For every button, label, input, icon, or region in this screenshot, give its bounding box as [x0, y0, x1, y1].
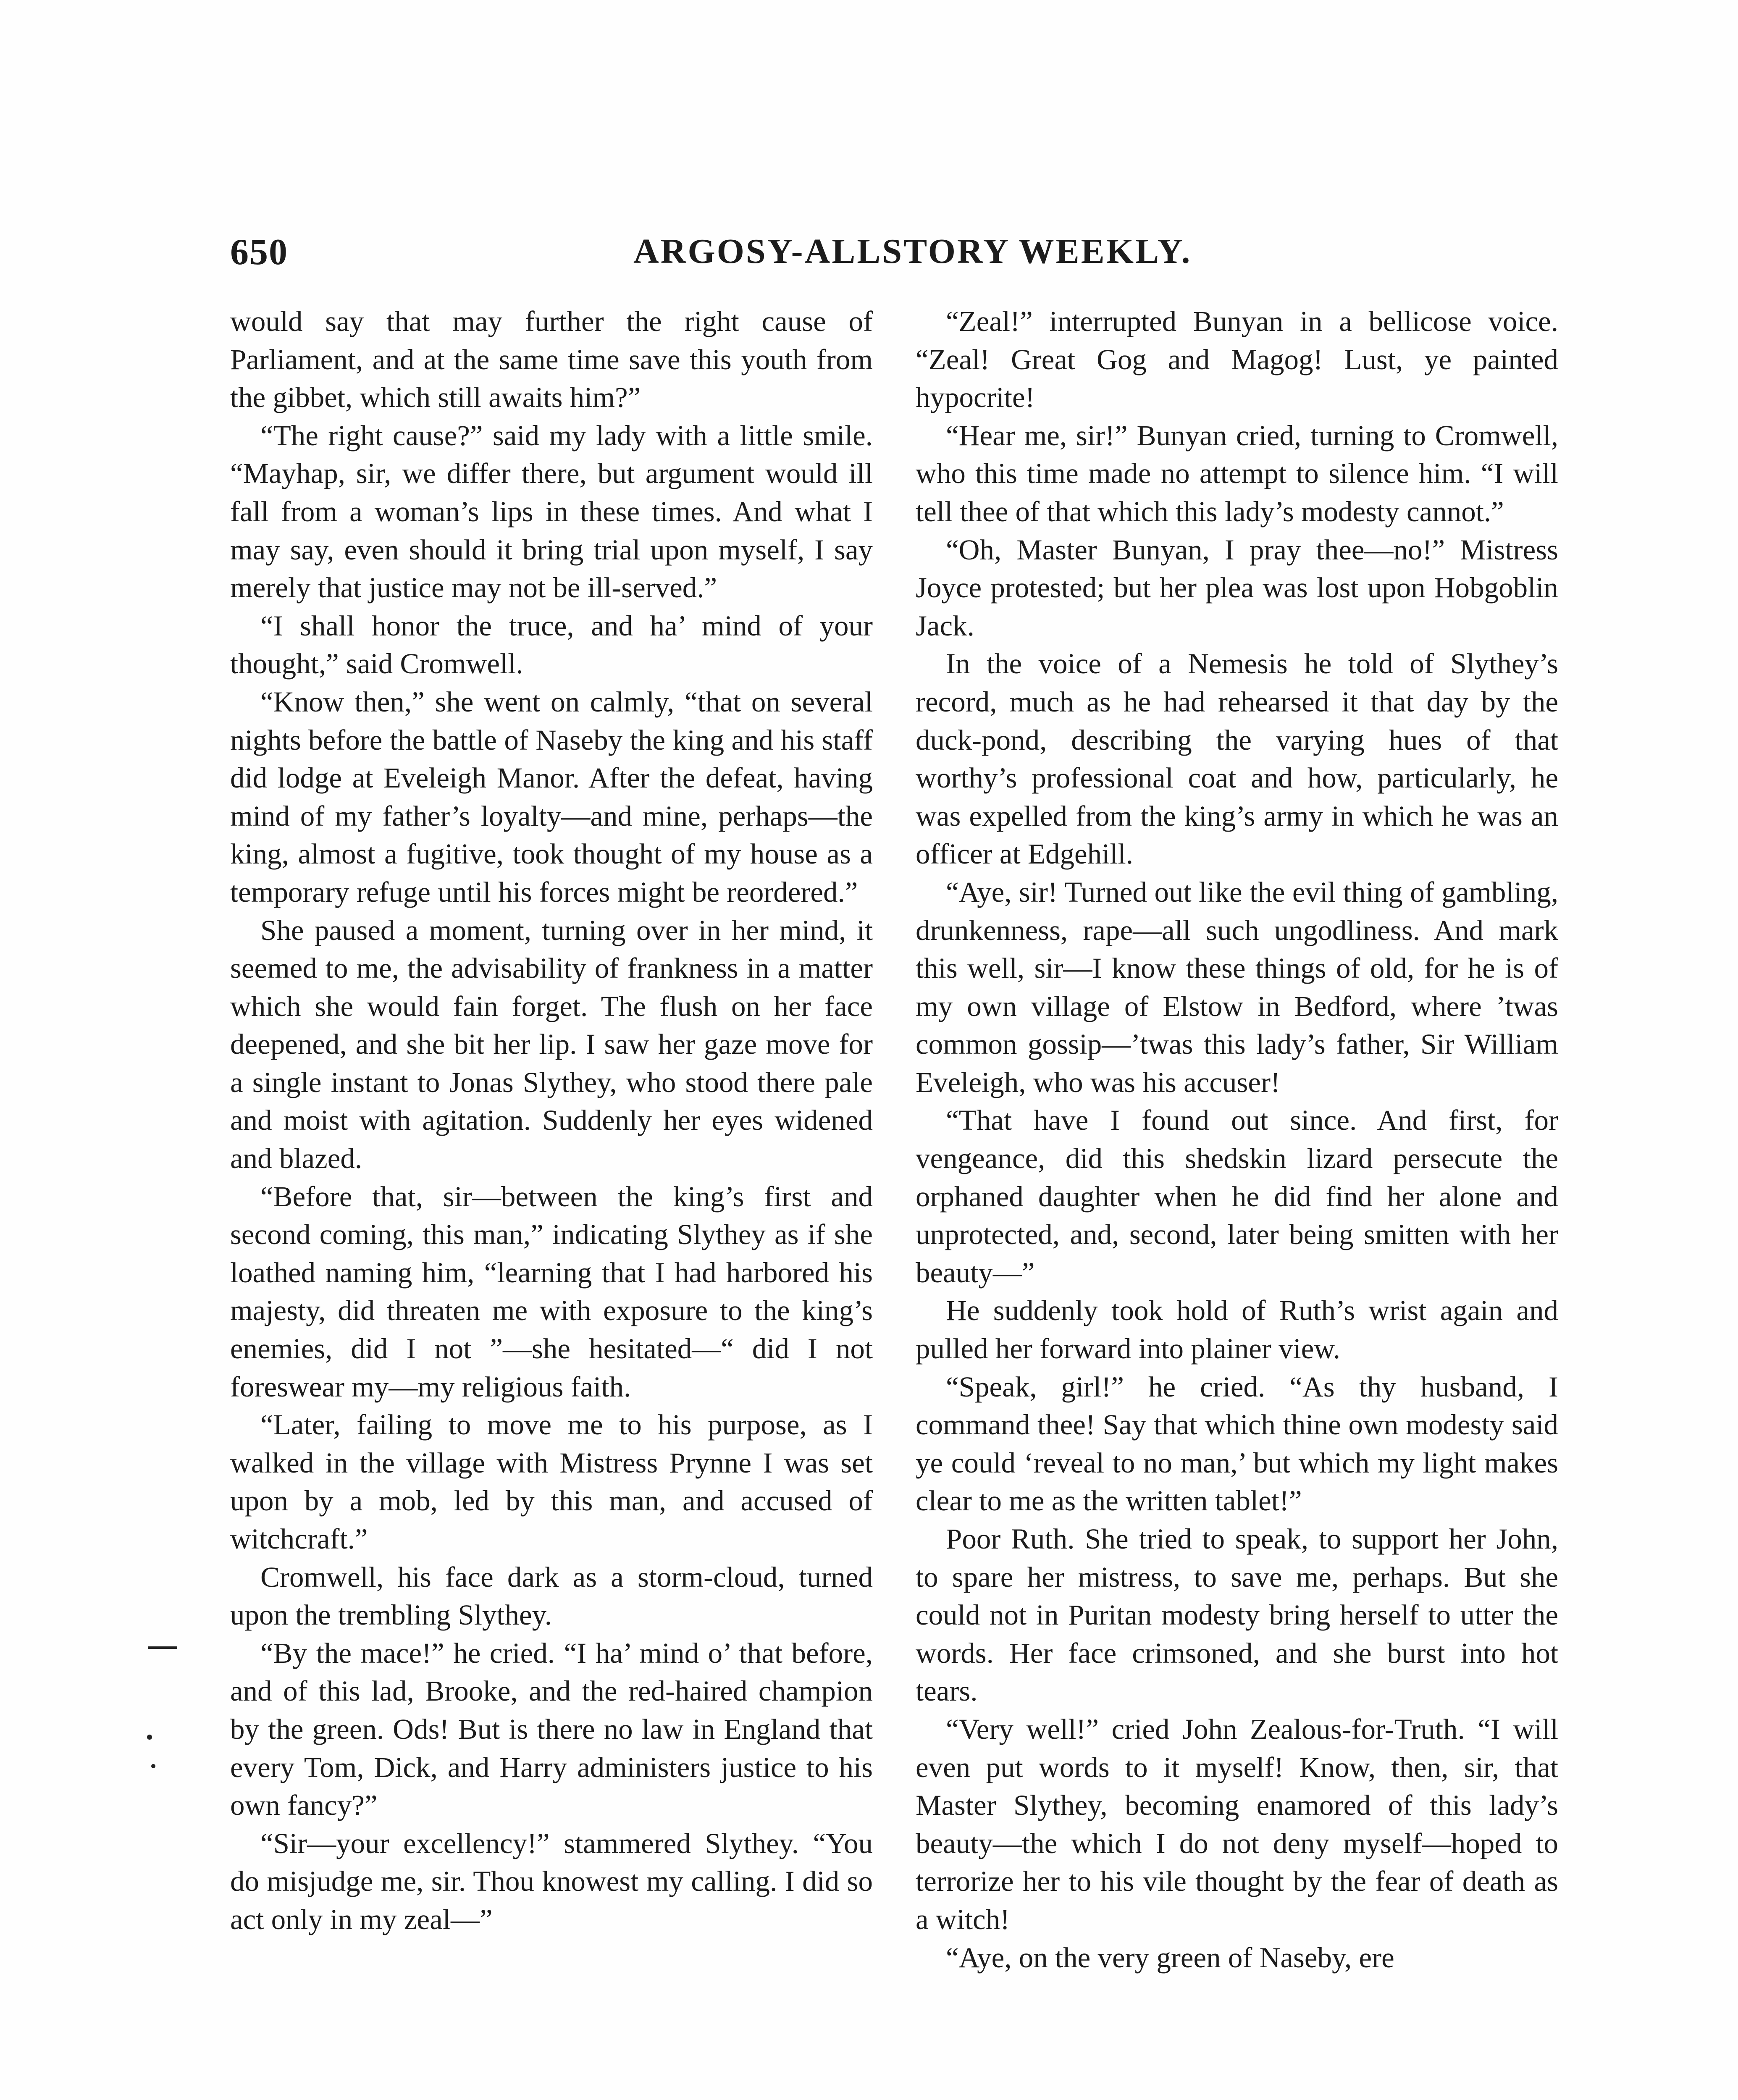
paragraph: He suddenly took hold of Ruth’s wrist again and pulled her forward into plainer view. — [916, 1294, 1558, 1365]
paragraph: “That have I found out since. And first, for vengeance, did this shedskin lizard persecute the orphaned daughter when he did find her alone and unprotected, and, second, later being smitten with her beauty—” — [916, 1104, 1558, 1289]
margin-dot-mark — [147, 1735, 152, 1740]
paragraph: “Hear me, sir!” Bunyan cried, turning to Cromwell, who this time made no attempt to silence him. “I will tell thee of that which this lady’s modesty cannot.” — [916, 419, 1558, 528]
paragraph: “Speak, girl!” he cried. “As thy husband, I command thee! Say that which thine own modesty said ye could ‘reveal to no man,’ but which my light makes clear to me as the written tablet!” — [916, 1370, 1558, 1517]
paragraph: “Later, failing to move me to his purpose, as I walked in the village with Mistress Prynne I was set upon by a mob, led by this man, and accused of witchcraft.” — [230, 1409, 873, 1555]
paragraph: would say that may further the right cause of Parliament, and at the same time save this youth from the gibbet, which still awaits him?” — [230, 305, 873, 414]
paragraph: “Zeal!” interrupted Bunyan in a bellicose voice. “Zeal! Great Gog and Magog! Lust, ye painted hypocrite! — [916, 305, 1558, 414]
paragraph: “The right cause?” said my lady with a little smile. “Mayhap, sir, we differ there, but argument would ill fall from a woman’s lips in these times. And what I may say, even should it bring trial upon myself, I say merely that justice may not be ill-served.” — [230, 419, 873, 604]
page-header — [230, 231, 1440, 294]
paragraph: Cromwell, his face dark as a storm-cloud, turned upon the trembling Slythey. — [230, 1561, 873, 1631]
paragraph: “Aye, on the very green of Naseby, ere — [946, 1941, 1394, 1974]
text-column-right — [916, 302, 1558, 1977]
paragraph: Poor Ruth. She tried to speak, to support her John, to spare her mistress, to save me, perhaps. But she could not in Puritan modesty bring herself to utter the words. Her face crimsoned, and she burst into hot tears. — [916, 1523, 1558, 1707]
paragraph: “Know then,” she went on calmly, “that on several nights before the battle of Naseby the king and his staff did lodge at Eveleigh Manor. After the defeat, having mind of my father’s loyalty—and mine, perhaps—the king, almost a fugitive, took thought of my house as a temporary refuge until his forces might be reordered.” — [230, 685, 873, 908]
paragraph: “I shall honor the truce, and ha’ mind of your thought,” said Cromwell. — [230, 609, 873, 680]
paragraph: She paused a moment, turning over in her mind, it seemed to me, the advisability of frankness in a matter which she would fain forget. The flush on her face deepened, and she bit her lip. I saw her gaze move for a single instant to Jonas Slythey, who stood there pale and moist with agitation. Suddenly her eyes widened and blazed. — [230, 914, 873, 1175]
running-head: ARGOSY-ALLSTORY WEEKLY. — [633, 232, 1192, 271]
paragraph: “Before that, sir—between the king’s first and second coming, this man,” indicating Slythey as if she loathed naming him, “learning that I had harbored his majesty, did threaten me with exposure to the king’s enemies, did I not ”—she hesitated—“ did I not foreswear my—my religious faith. — [230, 1180, 873, 1403]
paragraph: “Very well!” cried John Zealous-for-Truth. “I will even put words to it myself! Know, then, sir, that Master Slythey, becoming enamored of this lady’s beauty—the which I do not deny myself—hoped to terrorize her to his vile thought by the fear of death as a witch! — [916, 1713, 1558, 1935]
margin-dash-mark — [148, 1646, 177, 1649]
margin-dot-mark — [151, 1764, 155, 1768]
paragraph: “Oh, Master Bunyan, I pray thee—no!” Mistress Joyce protested; but her plea was lost upon Hobgoblin Jack. — [916, 533, 1558, 642]
text-column-left — [230, 302, 873, 1939]
paragraph: In the voice of a Nemesis he told of Slythey’s record, much as he had rehearsed it that day by the duck-pond, describing the varying hues of that worthy’s professional coat and how, particularly, he was expelled from the king’s army in which he was an officer at Edgehill. — [916, 648, 1558, 870]
page-number: 650 — [230, 232, 288, 273]
paragraph: “Aye, sir! Turned out like the evil thing of gambling, drunkenness, rape—all such ungodliness. And mark this well, sir—I know these things of old, for he is of my own village of Elstow in Bedford, where ’twas common gossip—’twas this lady’s father, Sir William Eveleigh, who was his accuser! — [916, 876, 1558, 1098]
paragraph: “By the mace!” he cried. “I ha’ mind o’ that before, and of this lad, Brooke, and the red-haired champion by the green. Ods! But is there no law in England that every Tom, Dick, and Harry administers justice to his own fancy?” — [230, 1637, 873, 1822]
paragraph: “Sir—your excellency!” stammered Slythey. “You do misjudge me, sir. Thou knowest my calling. I did so act only in my zeal—” — [230, 1827, 873, 1935]
